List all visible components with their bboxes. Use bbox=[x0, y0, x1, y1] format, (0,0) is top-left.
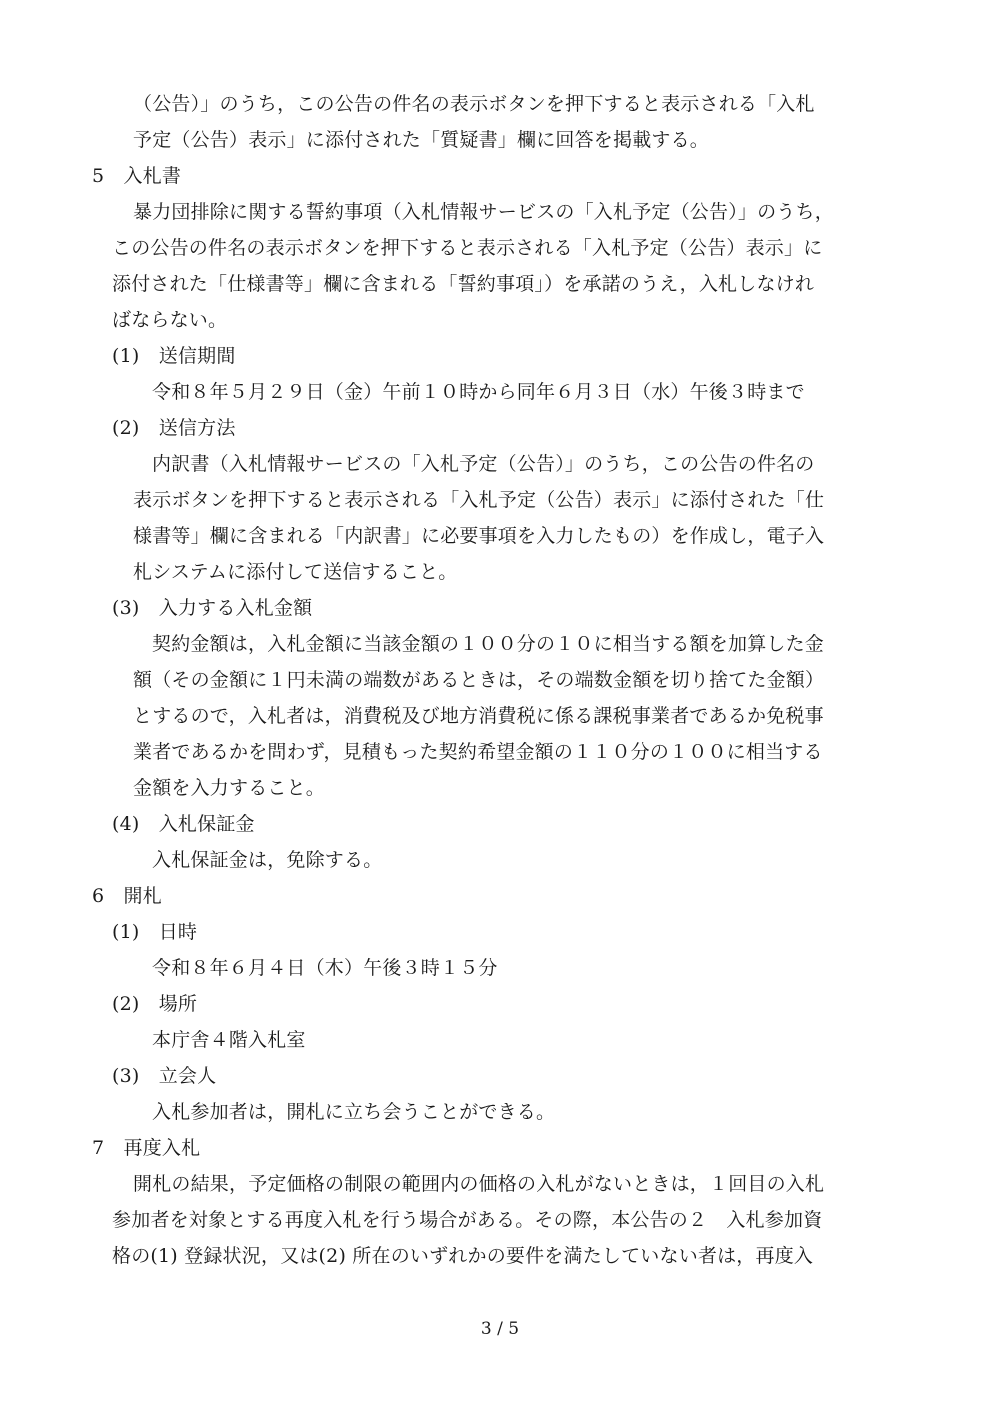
text-line: この公告の件名の表示ボタンを押下すると表示される「入札予定（公告）表示」に bbox=[112, 237, 823, 259]
text-line: 金額を入力すること。 bbox=[133, 777, 326, 799]
subsection-heading: (4) 入札保証金 bbox=[112, 813, 255, 835]
text-line: 額（その金額に１円未満の端数があるときは，その端数金額を切り捨てた金額） bbox=[133, 669, 825, 691]
text-line: 格の(1) 登録状況，又は(2) 所在のいずれかの要件を満たしていない者は，再度入 bbox=[112, 1245, 814, 1267]
section-heading: 7 再度入札 bbox=[92, 1137, 201, 1159]
text-line: 令和８年６月４日（木）午後３時１５分 bbox=[152, 957, 498, 979]
section-heading: 6 開札 bbox=[92, 885, 162, 907]
text-line: 表示ボタンを押下すると表示される「入札予定（公告）表示」に添付された「仕 bbox=[133, 489, 825, 511]
text-line: 入札保証金は，免除する。 bbox=[152, 849, 383, 871]
text-line: 契約金額は，入札金額に当該金額の１００分の１０に相当する額を加算した金 bbox=[152, 633, 825, 655]
text-line: 暴力団排除に関する誓約事項（入札情報サービスの「入札予定（公告）」のうち， bbox=[133, 201, 834, 223]
subsection-heading: (2) 場所 bbox=[112, 993, 198, 1015]
text-line: （公告）」のうち，この公告の件名の表示ボタンを押下すると表示される「入札 bbox=[133, 93, 815, 115]
text-line: 様書等」欄に含まれる「内訳書」に必要事項を入力したもの）を作成し，電子入 bbox=[133, 525, 825, 547]
text-line: 令和８年５月２９日（金）午前１０時から同年６月３日（水）午後３時まで bbox=[152, 381, 805, 403]
text-line: 添付された「仕様書等」欄に含まれる「誓約事項」）を承諾のうえ，入札しなけれ bbox=[112, 273, 815, 295]
subsection-heading: (3) 入力する入札金額 bbox=[112, 597, 313, 619]
text-line: 予定（公告）表示」に添付された「質疑書」欄に回答を掲載する。 bbox=[133, 129, 710, 151]
text-line: 内訳書（入札情報サービスの「入札予定（公告）」のうち，この公告の件名の bbox=[152, 453, 815, 475]
subsection-heading: (1) 日時 bbox=[112, 921, 198, 943]
subsection-heading: (2) 送信方法 bbox=[112, 417, 236, 439]
subsection-heading: (3) 立会人 bbox=[112, 1065, 217, 1087]
subsection-heading: (1) 送信期間 bbox=[112, 345, 236, 367]
text-line: とするので，入札者は，消費税及び地方消費税に係る課税事業者であるか免税事 bbox=[133, 705, 824, 727]
text-line: 業者であるかを問わず，見積もった契約希望金額の１１０分の１００に相当する bbox=[133, 741, 823, 763]
text-line: 入札参加者は，開札に立ち会うことができる。 bbox=[152, 1101, 556, 1123]
section-heading: 5 入札書 bbox=[92, 165, 182, 187]
text-line: 参加者を対象とする再度入札を行う場合がある。その際，本公告の２ 入札参加資 bbox=[112, 1209, 823, 1231]
text-line: 札システムに添付して送信すること。 bbox=[133, 561, 458, 583]
page-number: 3 / 5 bbox=[480, 1319, 520, 1339]
text-line: ばならない。 bbox=[112, 309, 228, 331]
text-line: 開札の結果，予定価格の制限の範囲内の価格の入札がないときは，１回目の入札 bbox=[133, 1173, 825, 1195]
text-line: 本庁舎４階入札室 bbox=[152, 1029, 306, 1051]
